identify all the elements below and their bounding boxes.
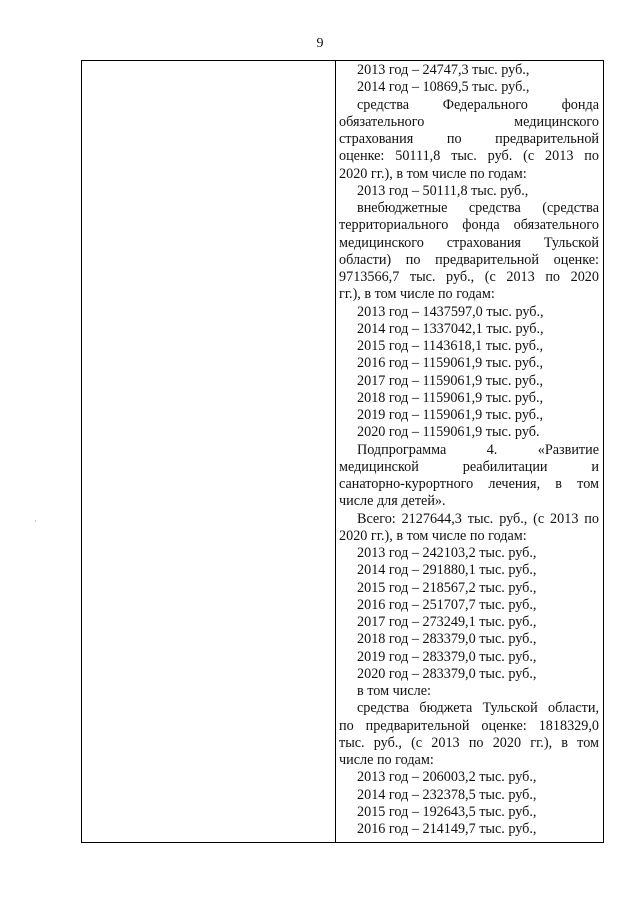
text-line: 2013 год – 50111,8 тыс. руб., (357, 182, 529, 199)
text-line: 2013 год – 242103,2 тыс. руб., (357, 545, 537, 561)
text-line: 9713566,7 тыс. руб., (с 2013 по 2020 (339, 269, 599, 285)
text-line: тыс. руб., (с 2013 по 2020 гг.), в том (339, 734, 599, 751)
text-line: 2020 год – 1159061,9 тыс. руб. (357, 424, 540, 441)
text-line: 2018 год – 283379,0 тыс. руб., (357, 631, 537, 648)
text-line: медицинского страхования Тульской (339, 234, 599, 251)
text-line: 2017 год – 1159061,9 тыс. руб., (357, 372, 544, 389)
text-line: 2015 год – 1143618,1 тыс. руб., (357, 338, 544, 354)
text-line: 2020 гг.), в том числе по годам: (339, 527, 527, 544)
text-line: средства бюджета Тульской области, (357, 700, 599, 717)
text-line: медицинской реабилитации и (339, 458, 599, 475)
page-number: 9 (316, 36, 324, 51)
text-line: оценке: 50111,8 тыс. руб. (с 2013 по (339, 148, 599, 165)
text-line: обязательного медицинского (339, 113, 599, 130)
text-line: 2016 год – 214149,7 тыс. руб., (357, 821, 537, 837)
text-line: 2015 год – 192643,5 тыс. руб., (357, 803, 537, 820)
text-line: области) по предварительной оценке: (339, 251, 599, 268)
text-line: 2019 год – 283379,0 тыс. руб., (357, 648, 537, 665)
text-line: Подпрограмма 4. «Развитие (357, 441, 599, 458)
text-line: 2016 год – 251707,7 тыс. руб., (357, 596, 537, 613)
text-line: 2014 год – 10869,5 тыс. руб., (357, 79, 530, 96)
text-line: территориального фонда обязательного (339, 217, 599, 234)
text-line: 2015 год – 218567,2 тыс. руб., (357, 579, 537, 596)
text-line: 2013 год – 24747,3 тыс. руб., (357, 62, 530, 78)
text-line: 2014 год – 291880,1 тыс. руб., (357, 562, 537, 579)
text-line: 2013 год – 206003,2 тыс. руб., (357, 769, 537, 786)
text-line: санаторно-курортного лечения, в том (339, 476, 599, 492)
document-table (81, 60, 604, 843)
text-line: 2017 год – 273249,1 тыс. руб., (357, 614, 537, 630)
text-line: средства Федерального фонда (357, 96, 599, 113)
text-line: в том числе: (357, 683, 431, 699)
text-line: внебюджетные средства (средства (357, 200, 599, 216)
text-line: страхования по предварительной (339, 131, 599, 147)
text-line: числе по годам: (339, 752, 434, 768)
text-line: Всего: 2127644,3 тыс. руб., (с 2013 по (357, 510, 599, 527)
text-line: 2014 год – 232378,5 тыс. руб., (357, 786, 537, 803)
text-line: 2020 год – 283379,0 тыс. руб., (357, 665, 537, 682)
text-line: 2016 год – 1159061,9 тыс. руб., (357, 355, 544, 372)
text-line: 2020 гг.), в том числе по годам: (339, 165, 527, 182)
text-line: гг.), в том числе по годам: (339, 286, 495, 303)
text-line: числе для детей». (339, 493, 446, 510)
table-left-cell (82, 61, 336, 842)
margin-mark: · (34, 517, 37, 526)
text-line: 2019 год – 1159061,9 тыс. руб., (357, 407, 544, 423)
table-right-cell (336, 61, 603, 842)
text-line: 2014 год – 1337042,1 тыс. руб., (357, 320, 544, 337)
text-line: 2013 год – 1437597,0 тыс. руб., (357, 303, 544, 320)
text-line: по предварительной оценке: 1818329,0 (339, 717, 599, 734)
text-line: 2018 год – 1159061,9 тыс. руб., (357, 389, 544, 406)
